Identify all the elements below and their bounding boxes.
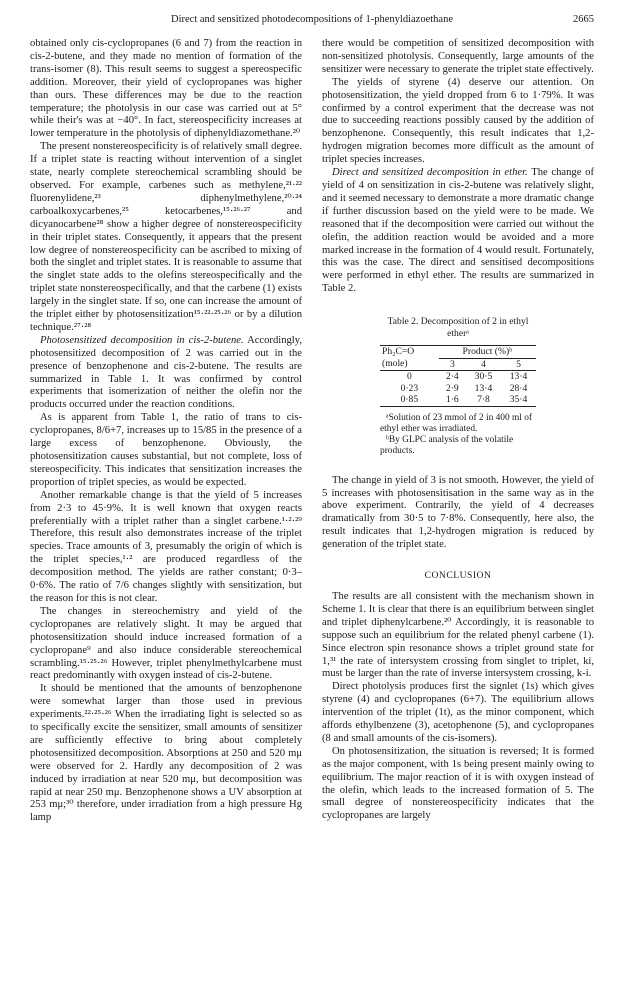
running-header — [30, 14, 594, 38]
table-row — [380, 394, 536, 406]
table-cell: 30·5 — [474, 371, 493, 383]
paragraph: obtained only cis-cyclopropanes (6 and 7) from the reaction in cis-2-butene, and they made no mention of formation of the trans-isomer (8). This result seems to suggest a spereospecific addition. Moreover, their yield of cyclopropanes was higher than ours. These differences may be due to the reaction temperature; the photolysis in our case was carried out at 5° while their's was at −40°. In fact, stereospecificity increases at lower temperature in the photolysis of diphenyldiazomethane.²⁰ — [30, 38, 302, 140]
page-number: 2665 — [573, 14, 594, 25]
table-cell: 2·4 — [445, 371, 459, 383]
left-column — [30, 38, 302, 825]
paragraph-text: Accordingly, photosensitized decomposition of 2 was carried out in the presence of benzophenone and cis-2-butene. The results are summarized in Table 1. It was confirmed by control experiments that isomerization of neither the olefin nor the products occurred under the reaction conditions. — [30, 334, 302, 411]
paragraph: The present nonstereospecificity is of relatively small degree. If a triplet state is reacting without intervention of a singlet state, nearly complete stereochemical scrambling should be observed. For example, carbenes such as methylene,²¹·²² fluorenylidene,²³ diphenylmethylene,²⁰·²⁴ carboalkoxycarbenes,²⁵ ketocarbenes,¹⁵·²⁶·²⁷ and dicyanocarbene²⁸ show a higher degree of nonstereospecificity in their triplet states. Consequently, it appears that the present low degree of nonstereospecificity can be ascribed to mixing of both the singlet and triplet states. It is reasonable to assume that the singlet state adds to the olefins stereospecifically and the triplet state nonstereospecifically, and that the carbene (1) exists largely in the singlet state. If so, one can increase the amount of the triplet either by photosensitization¹⁵·²²·²⁵·²⁶ or by a dilution technique.²⁷·²⁸ — [30, 141, 302, 333]
table-cell: 13·4 — [474, 382, 493, 394]
column-group-header: Product (%)ᵇ — [439, 346, 536, 359]
table-2 — [322, 316, 594, 457]
right-column — [322, 38, 594, 825]
paragraph — [30, 335, 302, 412]
column-header: Ph₂C=O — [380, 346, 439, 359]
paragraph: The results are all consistent with the mechanism shown in Scheme 1. It is clear that there is an equilibrium between singlet and triplet diphenylcarbene.²⁰ Accordingly, it is reasonable to suppose such an equilibrium for the related phenyl carbene (1). Since electron spin resonance shows a triplet ground state for 1,³¹ the rate of intersystem crossing from singlet to triplet, ki, must be larger than the rate of inverse intersystem crossing, k-i. — [322, 590, 594, 680]
running-title: Direct and sensitized photodecompositions of 1-phenyldiazoethane — [171, 14, 453, 25]
table-row — [380, 371, 536, 383]
paragraph-text: The change of yield of 4 on sensitization in cis-2-butene was relatively slight, and it seemed necessary to demonstrate a more dramatic change if further discussion based on the yield were to be made. We reasoned that if the decomposition were carried out without the olefin, the addition reaction would be avoided and a more marked increase in the formation of 4 would result. Fortunately, this was the case. The direct and sensitised decompositions were performed in ethyl ether. The results are summarized in Table 2. — [322, 167, 594, 295]
column-header: (mole) — [380, 358, 439, 371]
data-table — [380, 345, 536, 407]
paragraph: On photosensitization, the situation is reversed; It is formed as the major component, with 1s being present mainly owing to equilibrium. The major reaction of it is with oxygen instead of the olefin, which leads to the increased formation of 5. The small degree of nonstereospecificity indicates that the cyclopropanes are largely — [322, 745, 594, 822]
caption-line: etherᵃ — [447, 327, 469, 339]
table-footnote: ᵃSolution of 23 mmol of 2 in 400 ml of ethyl ether was irradiated. — [380, 412, 533, 434]
table-footnotes — [380, 413, 536, 457]
subsection-title: Photosensitized decomposition in cis-2-butene. — [40, 334, 244, 346]
table-cell: 35·4 — [501, 394, 536, 406]
paragraph — [322, 167, 594, 296]
table-cell: 0 — [406, 371, 412, 383]
paragraph: It should be mentioned that the amounts of benzophenone were somewhat larger than those used in previous experiments.²²·²⁵·²⁶ When the irradiating light is selected so as to specifically excite the sensitizer, small amounts of sensitizer are sufficiently effective to bring about completely photosensitized decomposition. Absorptions at 250 and 520 mμ were observed for 2. Hardly any decomposition of 2 was induced by irradiation at near 520 mμ, but decomposition was rapid at near 250 mμ. Benzophenone shows a UV absorption at 253 mμ;³⁰ therefore, under irradiation from a high pressure Hg lamp — [30, 683, 302, 824]
table-caption — [322, 316, 594, 339]
table-cell: 2·9 — [445, 382, 459, 394]
paragraph: As is apparent from Table 1, the ratio of trans to cis-cyclopropanes, 8/6+7, increases up to 15/85 in the presence of a large excess of benzophenone. Obviously, the photosensitization causes substantial, but not complete, loss of stereospecificity. This indicates that sensitization increases the proportion of triplet species, as would be expected. — [30, 412, 302, 488]
table-cell: 7·8 — [466, 394, 501, 406]
section-heading: CONCLUSION — [424, 570, 492, 582]
column-header: 3 — [439, 358, 466, 371]
paragraph: The change in yield of 3 is not smooth. However, the yield of 5 increases with photosensitisation in the same way as in the above experiment. Contrarily, the yield of 4 decreases dramatically from 30·5 to 7·8%. Consequently, here also, the result indicates that 1,2-hydrogen migration is reduced by generation of the triplet state. — [322, 474, 594, 551]
table-cell: 0·23 — [400, 382, 419, 394]
paragraph: there would be competition of sensitized decomposition with non-sensitized photolysis. Consequently, large amounts of the sensitizer were necessary to generate the triplet state effectively. — [322, 38, 594, 75]
table-footnote: ᵇBy GLPC analysis of the volatile products. — [380, 434, 514, 456]
table-cell: 1·6 — [439, 394, 466, 406]
caption-line: Table 2. Decomposition of 2 in ethyl — [387, 316, 529, 328]
two-column-body — [30, 38, 594, 825]
column-header: 5 — [501, 358, 536, 371]
subsection-title: Direct and sensitized decomposition in ether. — [332, 167, 528, 179]
table-row — [380, 383, 536, 395]
table-header-row — [380, 346, 536, 359]
column-header: 4 — [466, 358, 501, 371]
table-cell: 28·4 — [509, 382, 528, 394]
table-cell: 0·85 — [380, 394, 439, 406]
table-header-row — [380, 358, 536, 371]
table-cell: 13·4 — [509, 371, 528, 383]
paragraph: The changes in stereochemistry and yield of the cyclopropanes are relatively slight. It may be argued that photosensitization should induce increased formation of a cyclopropane⁹ and also induce considerable stereochemical scrambling.¹⁵·²⁵·²⁶ However, triplet phenylmethylcarbene must react predominantly with oxygen instead of cis-2-butene. — [30, 605, 302, 682]
paragraph: The yields of styrene (4) deserve our attention. On photosensitization, the yield dropped from 6 to 1·79%. It was confirmed by a control experiment that the decrease was not due to succeeding reactions possibly caused by the addition of benzophenone. Consequently, this result indicates that 1,2-hydrogen migration becomes more difficult as the amount of triplet species increases. — [322, 76, 594, 166]
paragraph: Another remarkable change is that the yield of 5 increases from 2·3 to 45·9%. It is well known that oxygen reacts preferentially with a triplet rather than a singlet carbene.¹·²·²⁹ Therefore, this result also demonstrates increase of the triplet species. Trace amounts of 3, presumably the origin of which is the triplet species,¹·² are produced regardless of the decomposition method. The yields are rather constant; 0·3–0·6%. The ratio of 7/6 changes slightly with sensitization, but the reason for this is not clear. — [30, 489, 302, 604]
paragraph: Direct photolysis produces first the signlet (1s) which gives styrene (4) and cyclopropanes (6+7). The equilibrium allows intervention of the triplet (1t), as the minor component, which affords ethylbenzene (3), acetophenone (5), and cyclopropanes (8 and small amounts of the cis-isomers). — [322, 681, 594, 744]
